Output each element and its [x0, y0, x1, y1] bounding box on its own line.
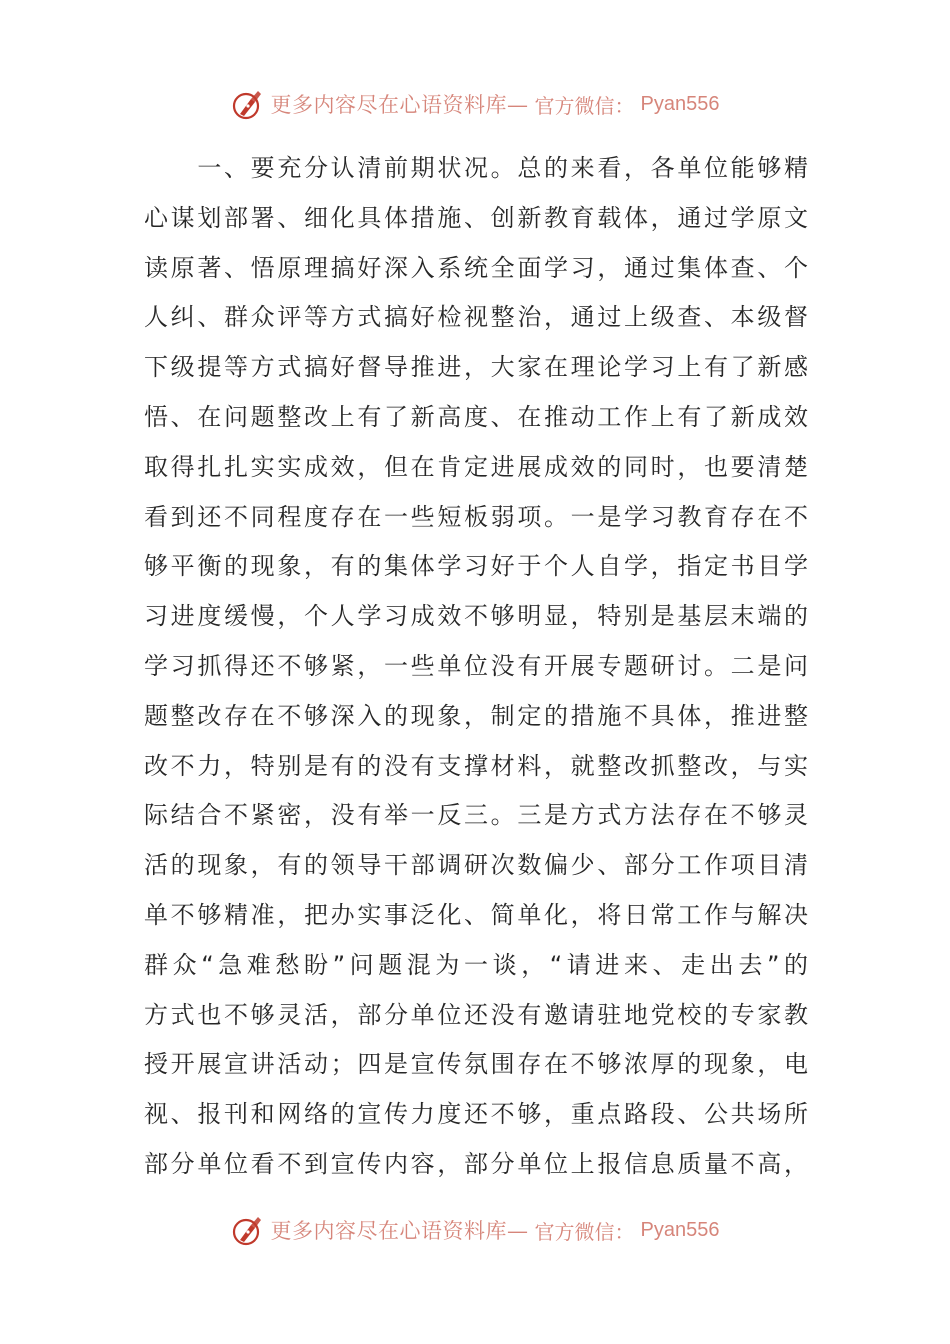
header-banner [0, 84, 950, 124]
document-body [144, 144, 808, 1190]
pen-nib-logo-icon [231, 1213, 265, 1247]
body-line: 一、要充分认清前期状况。总的来看，各单位能够精 [144, 154, 808, 182]
body-line: 单不够精准，把办实事泛化、简单化，将日常工作与解决 [144, 900, 808, 929]
body-line: 际结合不紧密，没有举一反三。三是方式方法存在不够灵 [144, 801, 808, 830]
body-line: 活的现象，有的领导干部调研次数偏少、部分工作项目清 [144, 851, 808, 880]
body-line: 习进度缓慢，个人学习成效不够明显，特别是基层末端的 [144, 602, 808, 631]
body-line: 部分单位看不到宣传内容，部分单位上报信息质量不高， [144, 1149, 808, 1178]
body-line: 群众“急难愁盼”问题混为一谈，“请进来、走出去”的 [144, 950, 808, 979]
body-line: 读原著、悟原理搞好深入系统全面学习，通过集体查、个 [144, 253, 808, 282]
body-line: 看到还不同程度存在一些短板弱项。一是学习教育存在不 [144, 502, 808, 531]
body-line: 够平衡的现象，有的集体学习好于个人自学，指定书目学 [144, 552, 808, 581]
body-line: 人纠、群众评等方式搞好检视整治，通过上级查、本级督 [144, 303, 808, 332]
banner-title: 更多内容尽在心语资料库— [270, 1219, 529, 1243]
banner-title: 更多内容尽在心语资料库— [270, 93, 529, 117]
body-line: 方式也不够灵活，部分单位还没有邀请驻地党校的专家教 [144, 1000, 808, 1029]
body-line: 取得扎扎实实成效，但在肯定进展成效的同时，也要清楚 [144, 452, 808, 481]
body-line: 视、报刊和网络的宣传力度还不够，重点路段、公共场所 [144, 1100, 808, 1129]
pen-nib-logo-icon [231, 87, 265, 121]
body-line: 学习抓得还不够紧，一些单位没有开展专题研讨。二是问 [144, 651, 808, 680]
banner-wechat-label: 官方微信： [534, 93, 635, 118]
body-line: 授开展宣讲活动；四是宣传氛围存在不够浓厚的现象，电 [144, 1050, 808, 1079]
body-line: 改不力，特别是有的没有支撑材料，就整改抓整改，与实 [144, 751, 808, 780]
body-line: 下级提等方式搞好督导推进，大家在理论学习上有了新感 [144, 353, 808, 382]
body-line: 题整改存在不够深入的现象，制定的措施不具体，推进整 [144, 701, 808, 730]
banner-wechat-id: Pyan556 [640, 1218, 720, 1241]
body-line: 心谋划部署、细化具体措施、创新教育载体，通过学原文 [144, 203, 808, 232]
banner-wechat-id: Pyan556 [640, 92, 720, 115]
banner-wechat-label: 官方微信： [534, 1219, 635, 1244]
body-line: 悟、在问题整改上有了新高度、在推动工作上有了新成效 [144, 402, 808, 431]
footer-banner [0, 1210, 950, 1250]
